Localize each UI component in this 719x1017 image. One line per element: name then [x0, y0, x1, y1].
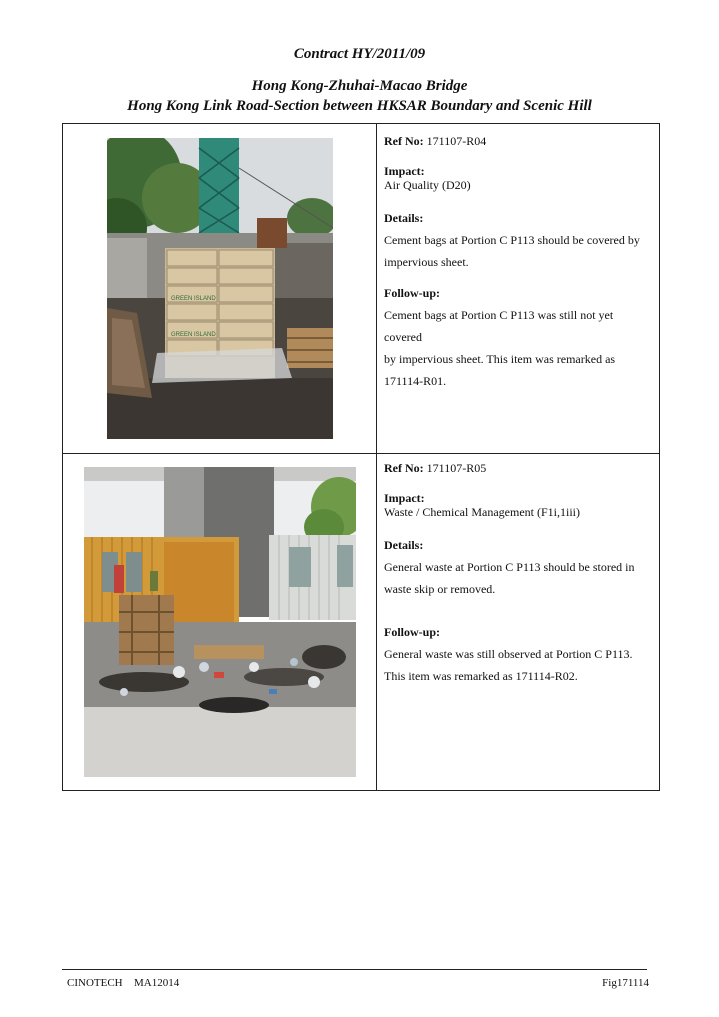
general-waste-photo — [84, 467, 356, 777]
impact-value: Air Quality (D20) — [384, 178, 471, 192]
details-text-2: impervious sheet. — [384, 255, 469, 269]
details-label: Details: — [384, 211, 424, 225]
ref-value: 171107-R05 — [426, 461, 487, 475]
impact-value: Waste / Chemical Management (F1i,1iii) — [384, 505, 580, 519]
contract-title: Contract HY/2011/09 — [293, 46, 426, 62]
followup-label: Follow-up: — [384, 286, 441, 300]
ref-line — [384, 130, 654, 152]
ref-label: Ref No: — [384, 134, 424, 148]
footer-doc-code: MA12014 — [134, 977, 180, 989]
followup-text-1: General waste was still observed at Portion C P113. — [384, 647, 633, 661]
followup-text-2: This item was remarked as 171114-R02. — [384, 669, 578, 683]
followup-text-3: 171114-R01. — [384, 374, 447, 388]
section-title: Hong Kong Link Road-Section between HKSAR Boundary and Scenic Hill — [127, 98, 592, 114]
bag-label-2: GREEN ISLAND — [171, 332, 216, 338]
record-details-2 — [384, 457, 654, 687]
record-row-1 — [63, 124, 659, 454]
footer-company: CINOTECH — [67, 977, 123, 989]
ref-line — [384, 457, 654, 479]
project-title: Hong Kong-Zhuhai-Macao Bridge — [251, 78, 468, 94]
record-details-1 — [384, 130, 654, 392]
footer-rule — [62, 969, 647, 970]
photo-cell-2 — [63, 454, 376, 790]
details-text-2: waste skip or removed. — [384, 582, 496, 596]
followup-text-1: Cement bags at Portion C P113 was still not yet covered — [384, 308, 614, 344]
footer-figure-number: Fig171114 — [602, 977, 649, 989]
ref-label: Ref No: — [384, 461, 424, 475]
followup-text-2: by impervious sheet. This item was remarked as — [384, 352, 616, 366]
impact-label: Impact: — [384, 491, 425, 505]
followup-label: Follow-up: — [384, 625, 441, 639]
photo-cell-1 — [63, 124, 376, 453]
details-text-1: Cement bags at Portion C P113 should be covered by — [384, 233, 640, 247]
bag-label-1: GREEN ISLAND — [171, 296, 216, 302]
record-row-2 — [63, 454, 659, 790]
impact-label: Impact: — [384, 164, 425, 178]
cement-bags-photo — [107, 138, 333, 439]
ref-value: 171107-R04 — [426, 134, 487, 148]
inspection-table — [62, 123, 660, 791]
details-label: Details: — [384, 538, 424, 552]
details-text-1: General waste at Portion C P113 should be stored in — [384, 560, 635, 574]
